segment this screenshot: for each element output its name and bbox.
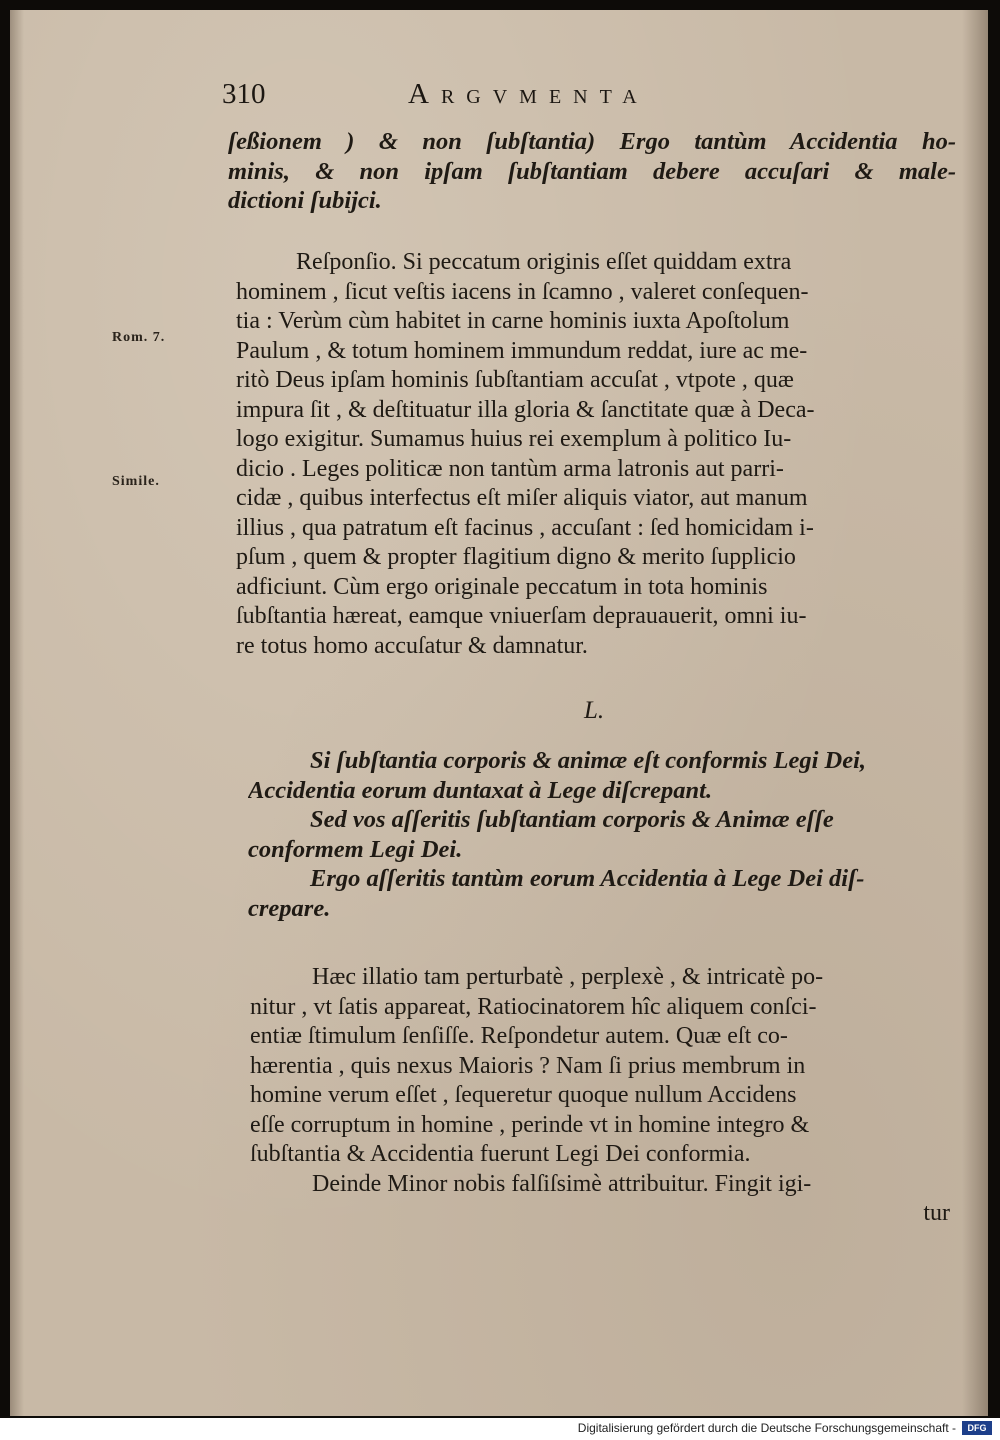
text-line: ritò Deus ipſam hominis ſubſtantiam accuſat , vtpote , quæ	[236, 367, 794, 393]
text-line: dicio . Leges politicæ non tantùm arma latronis aut parri-	[236, 455, 784, 482]
text-line: Hæc illatio tam perturbatè , perplexè , & intricatè po-	[312, 964, 824, 990]
text-line: illius , qua patratum eſt facinus , accuſant : ſed homicidam i-	[236, 514, 814, 541]
text-line: eſſe corruptum in homine , perinde vt in homine integro &	[250, 1111, 810, 1138]
margin-note-simile: Simile.	[112, 474, 160, 489]
text-line: ſubſtantia hæreat, eamque vniuerſam deprauauerit, omni iu-	[236, 603, 807, 629]
text-line: Accidentia eorum duntaxat à Lege diſcrepant.	[248, 776, 713, 804]
text-line: Si ſubſtantia corporis & animæ eſt conformis Legi Dei,	[310, 747, 867, 774]
text-line: dictioni ſubijci.	[228, 187, 382, 214]
section-label: L.	[584, 697, 605, 724]
page-header	[222, 78, 762, 122]
reply-paragraph	[250, 963, 954, 1229]
catchword: tur	[923, 1200, 950, 1226]
responsio-paragraph	[236, 248, 952, 661]
text-line: Reſponſio. Si peccatum originis eſſet quiddam extra	[296, 249, 792, 275]
running-head: Argvmenta	[408, 78, 649, 110]
page-edge-shadow	[10, 10, 24, 1416]
text-line: tia : Verùm cùm habitet in carne hominis iuxta Apoſtolum	[236, 308, 790, 334]
text-line: minis, & non ipſam ſubſtantiam debere accuſari & male-	[228, 157, 956, 185]
text-line: conformem Legi Dei.	[248, 835, 463, 863]
funding-credit: Digitalisierung gefördert durch die Deutsche Forschungsgemeinschaft -	[577, 1421, 956, 1435]
text-line: Paulum , & totum hominem immundum reddat, iure ac me-	[236, 337, 808, 364]
text-line: crepare.	[248, 894, 331, 922]
text-line: logo exigitur. Sumamus huius rei exemplum à politico Iu-	[236, 426, 792, 452]
text-line: ſeßionem ) & non ſubſtantia) Ergo tantùm Accidentia ho-	[228, 128, 956, 155]
text-line: ſubſtantia & Accidentia fuerunt Legi Dei conformia.	[250, 1141, 751, 1167]
text-line: Deinde Minor nobis falſiſsimè attribuitur. Fingit igi-	[312, 1170, 812, 1197]
text-line: entiæ ſtimulum ſenſiſſe. Reſpondetur autem. Quæ eſt co-	[250, 1023, 788, 1049]
gutter-shadow	[962, 10, 988, 1416]
text-line: Sed vos aſſeritis ſubſtantiam corporis & Animæ eſſe	[310, 806, 834, 833]
text-line: re totus homo accuſatur & damnatur.	[236, 632, 588, 659]
margin-note-rom: Rom. 7.	[112, 330, 166, 345]
text-line: impura ſit , & deſtituatur illa gloria & ſanctitate quæ à Deca-	[236, 396, 815, 423]
text-line: hominem , ſicut veſtis iacens in ſcamno , valeret conſequen-	[236, 278, 809, 305]
footer-bar	[0, 1418, 1000, 1440]
text-line: adficiunt. Cùm ergo originale peccatum in tota hominis	[236, 573, 768, 600]
text-line: homine verum eſſet , ſequeretur quoque nullum Accidens	[250, 1082, 797, 1108]
dfg-logo: DFG	[962, 1421, 992, 1435]
text-line: Ergo aſſeritis tantùm eorum Accidentia à Lege Dei diſ-	[310, 865, 865, 892]
syllogism-block	[248, 746, 954, 923]
text-line: cidæ , quibus interfectus eſt miſer aliquis viator, aut manum	[236, 485, 808, 511]
text-line: pſum , quem & propter flagitium digno & merito ſupplicio	[236, 544, 796, 570]
text-line: hærentia , quis nexus Maioris ? Nam ſi prius membrum in	[250, 1052, 806, 1079]
text-line: nitur , vt ſatis appareat, Ratiocinatorem hîc aliquem conſci-	[250, 993, 817, 1020]
page-number: 310	[222, 78, 266, 110]
continuation-block	[228, 127, 956, 216]
